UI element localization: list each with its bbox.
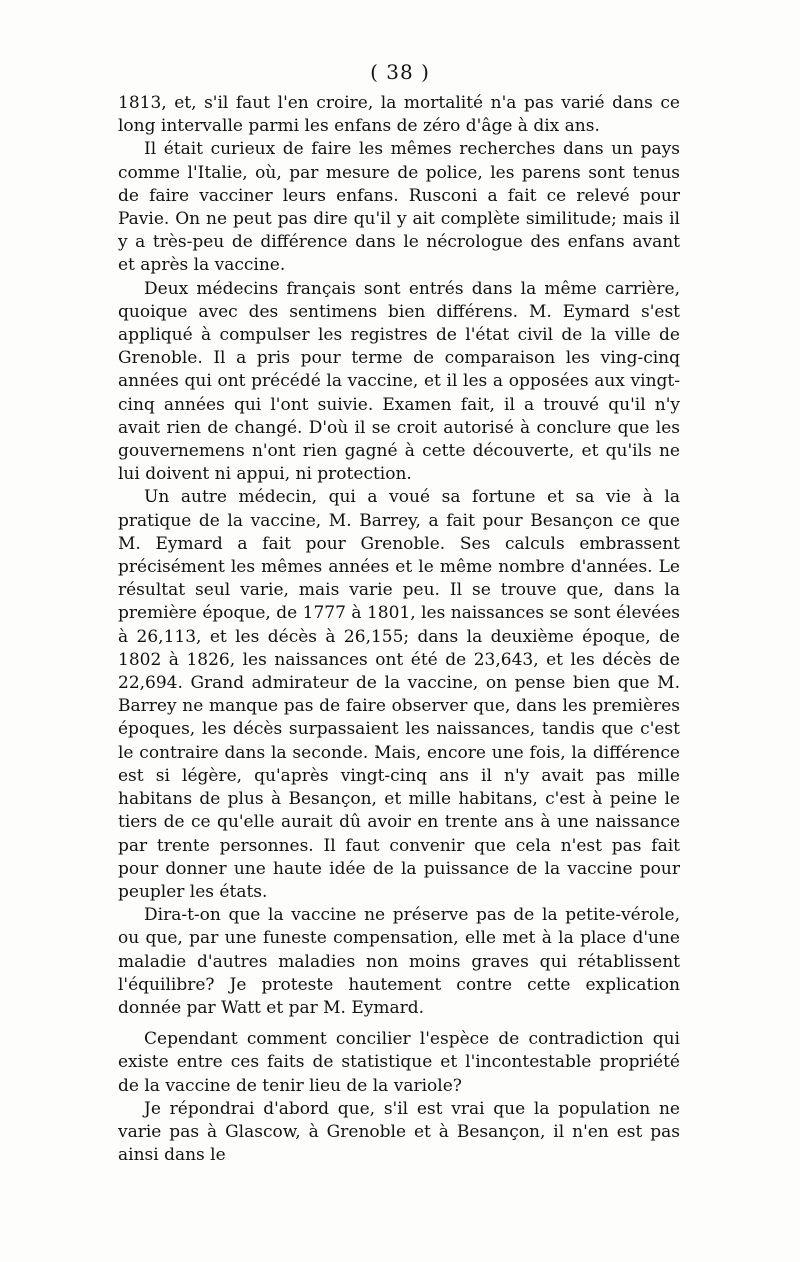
paragraph-3: Deux médecins français sont entrés dans la même carrière, quoique avec des sentimens bien différens. M. Eymard s'est appliqué à compulser les registres de l'état civil de la ville de Grenoble. Il a pris pour terme de comparaison les ving-cinq années qui ont précédé la vaccine, et il les a opposées aux vingt-cinq années qui l'ont suivie. Examen fait, il a trouvé qu'il n'y avait rien de changé. D'où il se croit autorisé à conclure que les gouvernemens n'ont rien gagné à cette découverte, et qu'ils ne lui doivent ni appui, ni protection. [118, 278, 680, 485]
paragraph-1: 1813, et, s'il faut l'en croire, la mortalité n'a pas varié dans ce long intervalle parmi les enfans de zéro d'âge à dix ans. [118, 93, 680, 137]
body-text [118, 92, 680, 1167]
paragraph-5: Dira-t-on que la vaccine ne préserve pas de la petite-vérole, ou que, par une funeste compensation, elle met à la place d'une maladie d'autres maladies non moins graves qui rétablissent l'équilibre? Je proteste hautement contre cette explication donnée par Watt et par M. Eymard. [118, 905, 680, 1018]
paragraph-7: Je répondrai d'abord que, s'il est vrai que la population ne varie pas à Glascow, à Grenoble et à Besançon, il n'en est pas ainsi dans le [118, 1098, 680, 1166]
paragraph-2: Il était curieux de faire les mêmes recherches dans un pays comme l'Italie, où, par mesure de police, les parens sont tenus de faire vacciner leurs enfans. Rusconi a fait ce relevé pour Pavie. On ne peut pas dire qu'il y ait complète similitude; mais il y a très-peu de différence dans le nécrologue des enfans avant et après la vaccine. [118, 139, 680, 276]
paragraph-6: Cependant comment concilier l'espèce de contradiction qui existe entre ces faits de statistique et l'incontestable propriété de la vaccine de tenir lieu de la variole? [118, 1029, 680, 1096]
paragraph-4: Un autre médecin, qui a voué sa fortune et sa vie à la pratique de la vaccine, M. Barrey, a fait pour Besançon ce que M. Eymard a fait pour Grenoble. Ses calculs embrassent précisément les mêmes années et le même nombre d'années. Le résultat seul varie, mais varie peu. Il se trouve que, dans la première époque, de 1777 à 1801, les naissances se sont élevées à 26,113, et les décès à 26,155; dans la deuxième époque, de 1802 à 1826, les naissances ont été de 23,643, et les décès de 22,694. Grand admirateur de la vaccine, on pense bien que M. Barrey ne manque pas de faire observer que, dans les premières époques, les décès surpassaient les naissances, tandis que c'est le contraire dans la seconde. Mais, encore une fois, la différence est si légère, qu'après vingt-cinq ans il n'y avait pas mille habitans de plus à Besançon, et mille habitans, c'est à peine le tiers de ce qu'elle aurait dû avoir en trente ans à une naissance par trente personnes. Il faut convenir que cela n'est pas fait pour donner une haute idée de la puissance de la vaccine pour peupler les états. [118, 487, 680, 902]
page-number: ( 38 ) [370, 60, 430, 84]
